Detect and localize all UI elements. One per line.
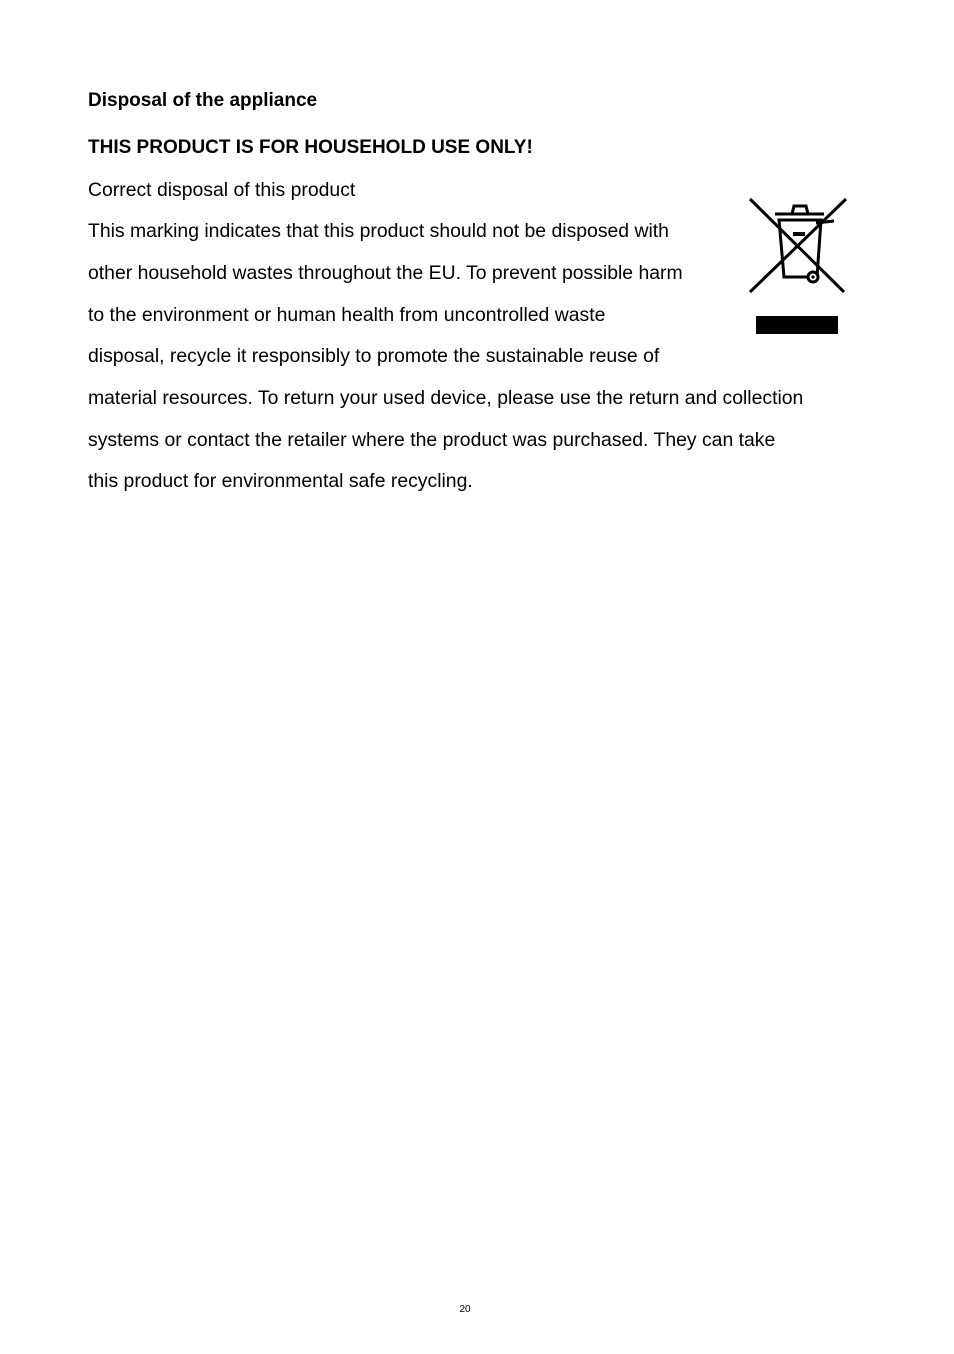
page-number: 20 bbox=[459, 1304, 471, 1315]
body-line: to the environment or human health from uncontrolled waste bbox=[88, 304, 606, 326]
body-line: disposal, recycle it responsibly to promote the sustainable reuse of bbox=[88, 345, 660, 367]
body-line: material resources. To return your used device, please use the return and collection bbox=[88, 387, 804, 409]
section-heading: Disposal of the appliance bbox=[88, 90, 318, 111]
crossed-out-wheelie-bin-icon bbox=[742, 177, 858, 351]
body-line: other household wastes throughout the EU. To prevent possible harm bbox=[88, 262, 683, 284]
body-line: this product for environmental safe recycling. bbox=[88, 470, 473, 492]
subheading: Correct disposal of this product bbox=[88, 179, 356, 201]
body-line: systems or contact the retailer where the product was purchased. They can take bbox=[88, 429, 776, 451]
household-use-warning: THIS PRODUCT IS FOR HOUSEHOLD USE ONLY! bbox=[88, 137, 533, 158]
body-line: This marking indicates that this product should not be disposed with bbox=[88, 220, 669, 242]
